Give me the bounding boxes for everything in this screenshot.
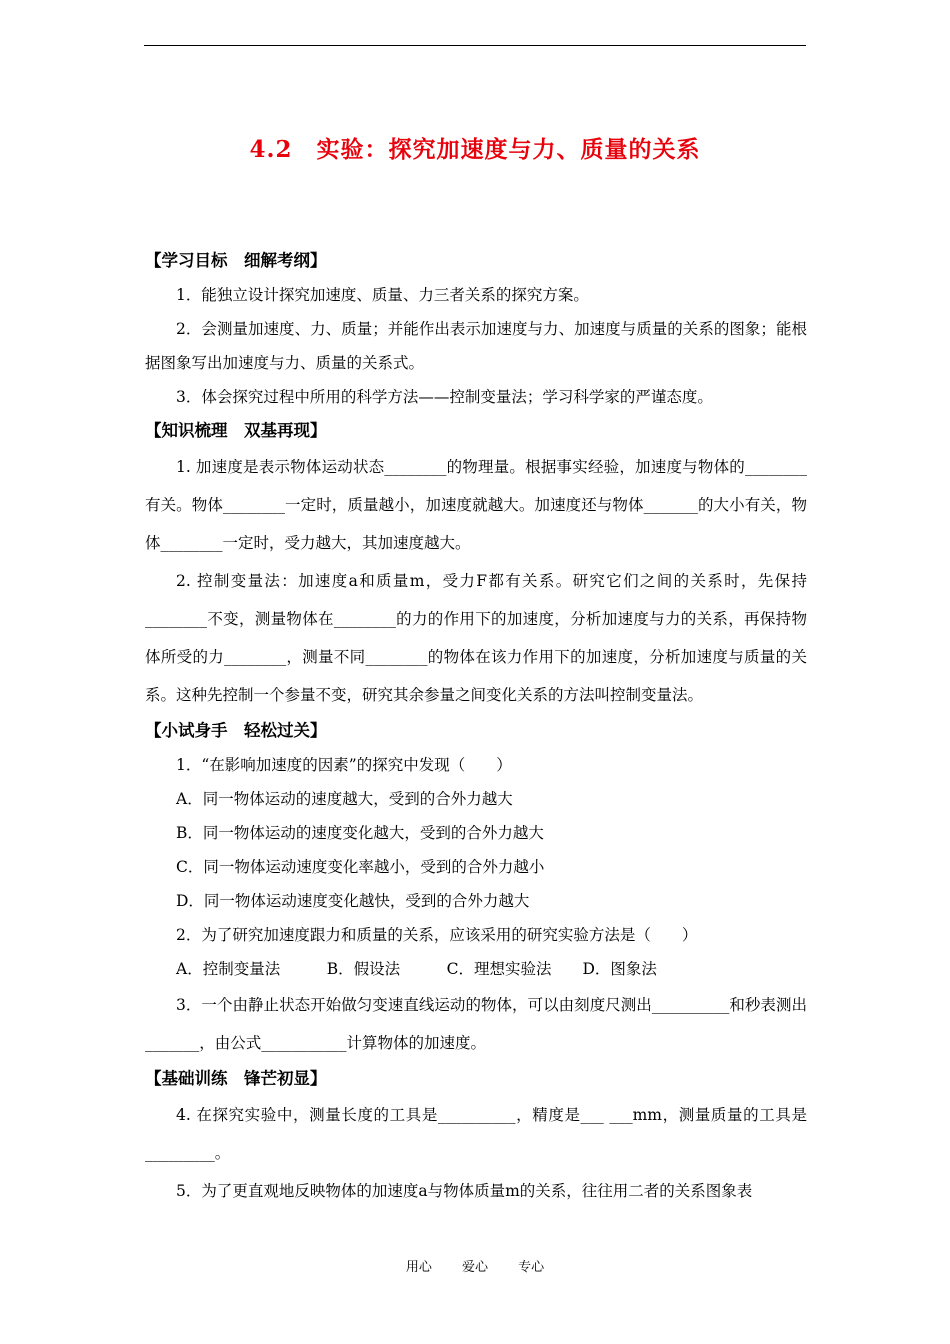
objective-3: 3．体会探究过程中所用的科学方法——控制变量法；学习科学家的严谨态度。 — [176, 388, 713, 406]
page-footer — [0, 1256, 950, 1275]
question-1: 1．“在影响加速度的因素”的探究中发现（ ） — [176, 756, 512, 774]
page-title: 4.2 实验：探究加速度与力、质量的关系 — [249, 136, 701, 163]
knowledge-2: 2. 控制变量法：加速度a和质量m，受力F都有关系。研究它们之间的关系时，先保持________不变，测量物体在________的力的作用下的加速度，分析加速度与力的关系，再保持物体所受的力________，测量不同________的物体在该力作用下的加速度，分析加速度与质量的关系。这种先控制一个参量不变，研究其余参量之间变化关系的方法叫控制变量法。 — [145, 572, 807, 704]
knowledge-1: 1. 加速度是表示物体运动状态________的物理量。根据事实经验，加速度与物体的________有关。物体________一定时，质量越小，加速度就越大。加速度还与物体_______的大小有关，物体________一定时，受力越大，其加速度越大。 — [145, 458, 807, 552]
question-1-option-c: C．同一物体运动速度变化率越小，受到的合外力越小 — [176, 858, 545, 876]
footer-text-1: 用心 — [405, 1260, 432, 1275]
objective-1: 1．能独立设计探究加速度、质量、力三者关系的探究方案。 — [176, 286, 589, 304]
document-body — [145, 244, 807, 1210]
question-5: 5．为了更直观地反映物体的加速度a与物体质量m的关系，往往用二者的关系图象表 — [176, 1182, 753, 1200]
footer-text-3: 专心 — [518, 1260, 545, 1275]
question-3: 3．一个由静止状态开始做匀变速直线运动的物体，可以由刻度尺测出__________和秒表测出_______，由公式___________计算物体的加速度。 — [145, 996, 807, 1052]
objective-2: 2．会测量加速度、力、质量；并能作出表示加速度与力、加速度与质量的关系的图象；能根据图象写出加速度与力、质量的关系式。 — [145, 320, 807, 372]
question-4: 4. 在探究实验中，测量长度的工具是__________，精度是___ ___mm，测量质量的工具是_________。 — [145, 1106, 807, 1162]
section-heading-practice: 【小试身手 轻松过关】 — [145, 721, 327, 740]
question-2-options: A．控制变量法 B．假设法 C．理想实验法 D．图象法 — [176, 960, 657, 978]
section-heading-knowledge: 【知识梳理 双基再现】 — [145, 421, 327, 440]
question-2: 2．为了研究加速度跟力和质量的关系，应该采用的研究实验方法是（ ） — [176, 926, 698, 944]
question-1-option-b: B．同一物体运动的速度变化越大，受到的合外力越大 — [176, 824, 544, 842]
footer-text-2: 爱心 — [461, 1260, 488, 1275]
question-1-option-d: D．同一物体运动速度变化越快，受到的合外力越大 — [176, 892, 530, 910]
section-heading-basic-training: 【基础训练 锋芒初显】 — [145, 1069, 327, 1088]
question-1-option-a: A．同一物体运动的速度越大，受到的合外力越大 — [176, 790, 513, 808]
section-heading-objectives: 【学习目标 细解考纲】 — [145, 251, 327, 270]
header-rule — [144, 45, 806, 46]
